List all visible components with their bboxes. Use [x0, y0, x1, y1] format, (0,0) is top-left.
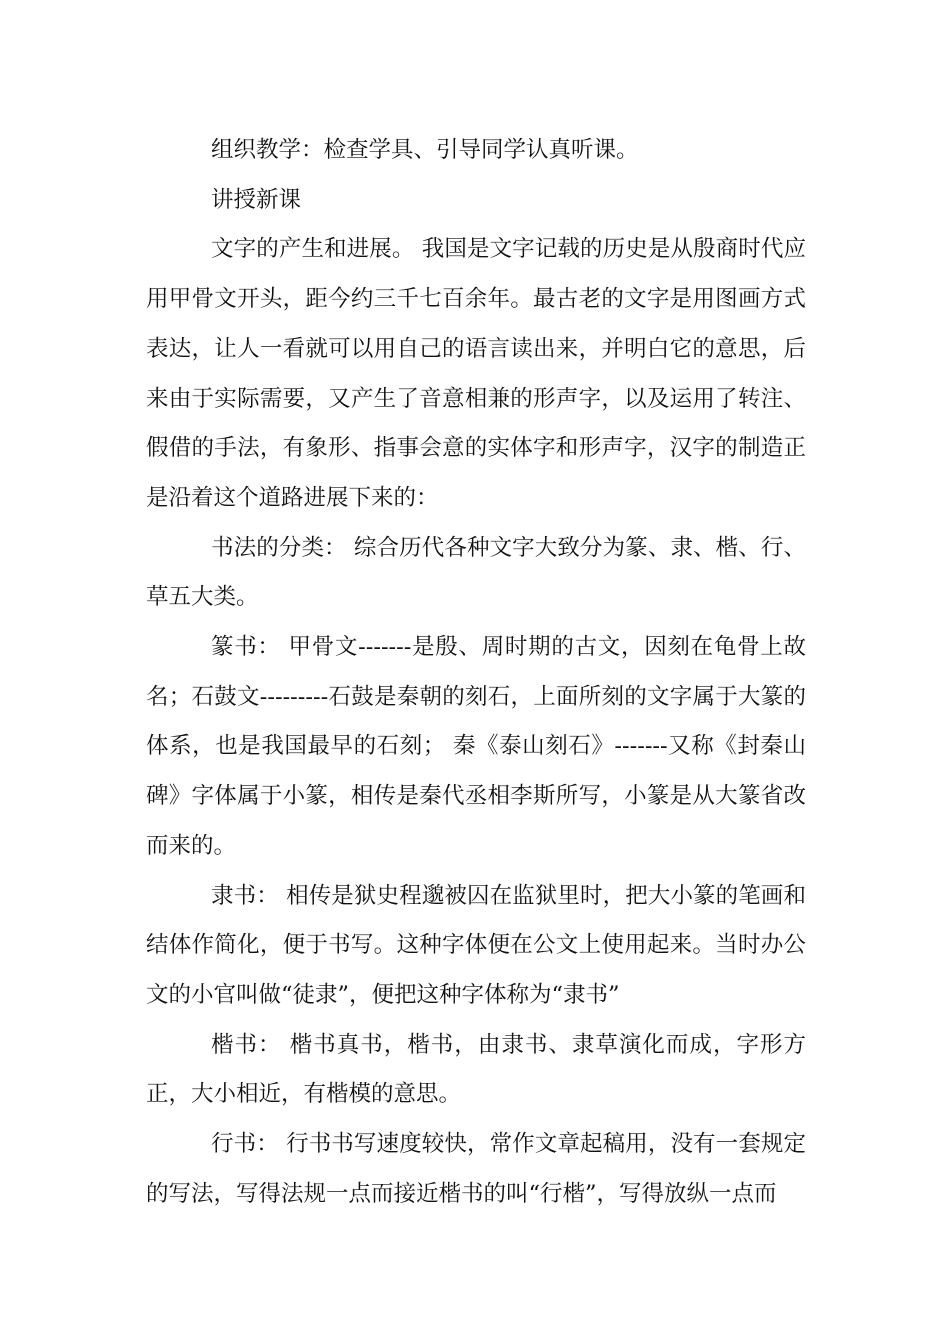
paragraph-organize-teaching: 组织教学：检查学具、引导同学认真听课。 [211, 137, 639, 163]
paragraph-regular-script: 楷书： 楷书真书，楷书，由隶书、隶草演化而成，字形方正，大小相近，有楷模的意思。 [146, 1031, 806, 1108]
paragraph-seal-script: 篆书： 甲骨文-------是殷、周时期的古文，因刻在龟骨上故名；石鼓文---------石鼓是秦朝的刻石，上面所刻的文字属于大篆的体系，也是我国最早的石刻； 秦《泰山刻石》-------又称《封秦山碑》字体属于小篆，相传是秦代丞相李斯所写，小篆是从大篆省改而来的。 [146, 634, 806, 859]
paragraph-new-lesson-heading: 讲授新课 [211, 186, 302, 213]
paragraph-origin-of-writing: 文字的产生和进展。 我国是文字记载的历史是从殷商时代应用甲骨文开头，距今约三千七百余年。最古老的文字是用图画方式表达，让人一看就可以用自己的语言读出来，并明白它的意思，后来由于实际需要，又产生了音意相兼的形声字，以及运用了转注、假借的手法，有象形、指事会意的实体字和形声字，汉字的制造正是沿着这个道路进展下来的： [146, 236, 806, 511]
document-body [146, 126, 806, 1219]
paragraph-running-script: 行书： 行书书写速度较快，常作文章起稿用，没有一套规定的写法，写得法规一点而接近楷书的叫“行楷”，写得放纵一点而 [146, 1131, 806, 1207]
paragraph-clerical-script: 隶书： 相传是狱史程邈被囚在监狱里时，把大小篆的笔画和结体作简化，便于书写。这种字体便在公文上使用起来。当时办公文的小官叫做“徒隶”，便把这种字体称为“隶书” [146, 882, 806, 1008]
paragraph-calligraphy-classification: 书法的分类： 综合历代各种文字大致分为篆、隶、楷、行、草五大类。 [146, 534, 806, 611]
